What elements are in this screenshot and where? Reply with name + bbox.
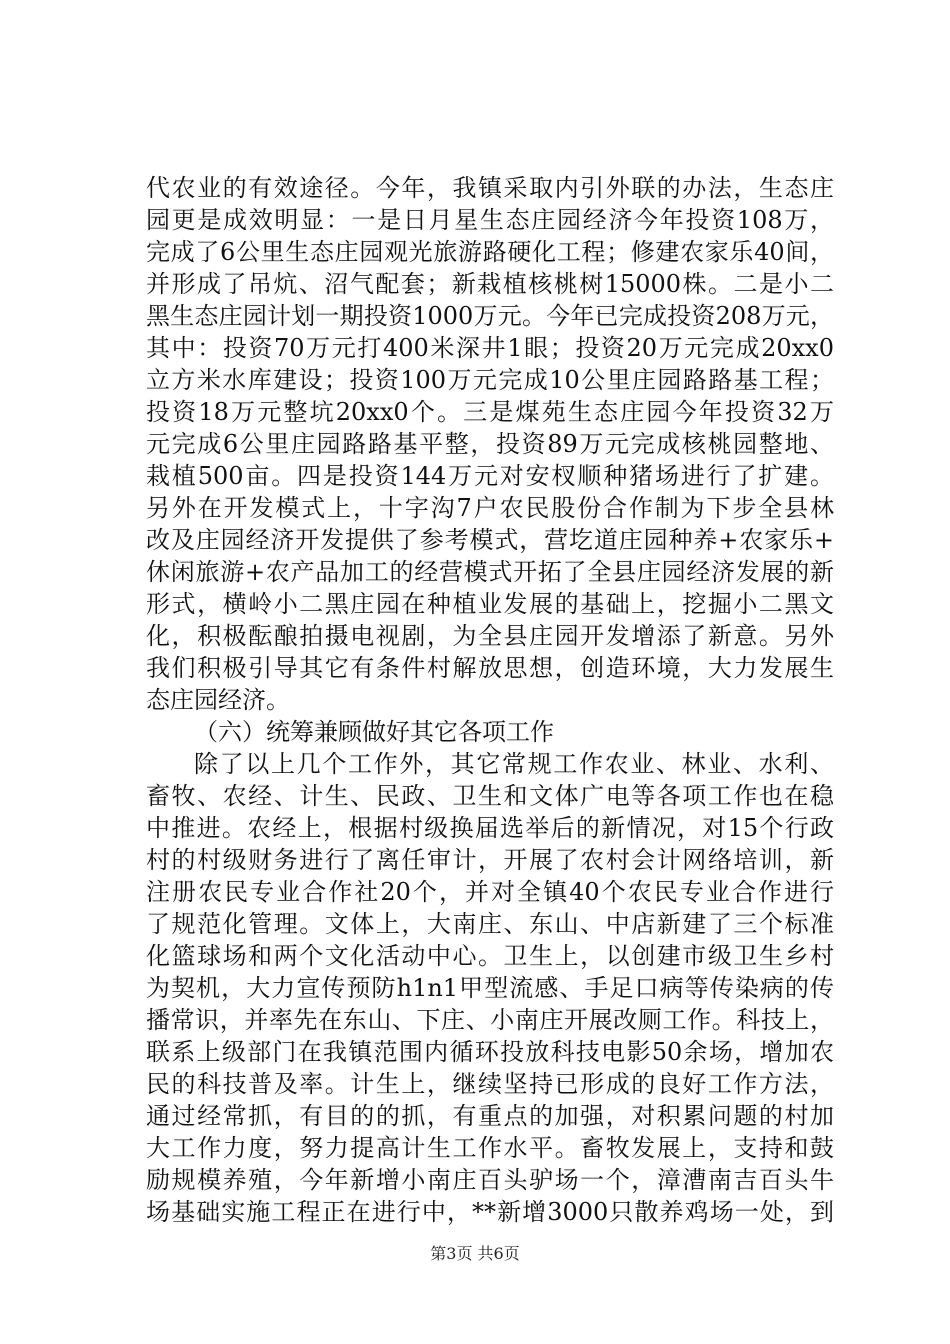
text-line: 村的村级财务进行了离任审计，开展了农村会计网络培训，新 (146, 846, 834, 874)
text-line: 完成了6公里生态庄园观光旅游路硬化工程；修建农家乐40间， (146, 238, 834, 266)
text-line: 形式，横岭小二黑庄园在种植业发展的基础上，挖掘小二黑文 (146, 590, 834, 618)
text-line: 改及庄园经济开发提供了参考模式，营圪道庄园种养+农家乐+ (146, 526, 834, 554)
text-line: 通过经常抓，有目的的抓，有重点的加强，对积累问题的村加 (146, 1102, 834, 1130)
text-line: 代农业的有效途径。今年，我镇采取内引外联的办法，生态庄 (146, 174, 834, 202)
text-line: 化，积极酝酿拍摄电视剧，为全县庄园开发增添了新意。另外 (146, 622, 834, 650)
text-line: 民的科技普及率。计生上，继续坚持已形成的良好工作方法， (146, 1070, 834, 1098)
text-line: 黑生态庄园计划一期投资1000万元。今年已完成投资208万元， (146, 302, 834, 330)
text-line: 投资18万元整坑20xx0个。三是煤苑生态庄园今年投资32万 (146, 398, 834, 426)
text-line: 为契机，大力宣传预防h1n1甲型流感、手足口病等传染病的传 (146, 974, 834, 1002)
text-line: 栽植500亩。四是投资144万元对安杈顺种猪场进行了扩建。 (146, 462, 834, 490)
text-line: 畜牧、农经、计生、民政、卫生和文体广电等各项工作也在稳 (146, 782, 834, 810)
text-line: 立方米水库建设；投资100万元完成10公里庄园路路基工程； (146, 366, 834, 394)
text-line: 了规范化管理。文体上，大南庄、东山、中店新建了三个标准 (146, 910, 834, 938)
text-line: 励规模养殖，今年新增小南庄百头驴场一个，漳漕南吉百头牛 (146, 1166, 834, 1194)
text-line: （六）统筹兼顾做好其它各项工作 (194, 718, 554, 746)
text-line: 大工作力度，努力提高计生工作水平。畜牧发展上，支持和鼓 (146, 1134, 834, 1162)
text-line: 并形成了吊炕、沼气配套；新栽植核桃树15000株。二是小二 (146, 270, 834, 298)
text-line: 休闲旅游+农产品加工的经营模式开拓了全县庄园经济发展的新 (146, 558, 834, 586)
page-footer: 第3页 共6页 (430, 1244, 520, 1263)
text-line: 播常识，并率先在东山、下庄、小南庄开展改厕工作。科技上， (146, 1006, 834, 1034)
text-line: 态庄园经济。 (146, 686, 290, 714)
text-line: 其中：投资70万元打400米深井1眼；投资20万元完成20xx0 (146, 334, 834, 362)
text-line: 场基础实施工程正在进行中，**新增3000只散养鸡场一处，到 (146, 1198, 834, 1226)
text-line: 园更是成效明显：一是日月星生态庄园经济今年投资108万， (146, 206, 834, 234)
text-line: 中推进。农经上，根据村级换届选举后的新情况，对15个行政 (146, 814, 834, 842)
text-line: 除了以上几个工作外，其它常规工作农业、林业、水利、 (194, 750, 834, 778)
text-line: 联系上级部门在我镇范围内循环投放科技电影50余场，增加农 (146, 1038, 834, 1066)
document-body (146, 172, 834, 1228)
text-line: 元完成6公里庄园路路基平整，投资89万元完成核桃园整地、 (146, 430, 834, 458)
text-line: 注册农民专业合作社20个，并对全镇40个农民专业合作进行 (146, 878, 834, 906)
text-line: 化篮球场和两个文化活动中心。卫生上，以创建市级卫生乡村 (146, 942, 834, 970)
text-line: 另外在开发模式上，十字沟7户农民股份合作制为下步全县林 (146, 494, 834, 522)
text-line: 我们积极引导其它有条件村解放思想，创造环境，大力发展生 (146, 654, 834, 682)
